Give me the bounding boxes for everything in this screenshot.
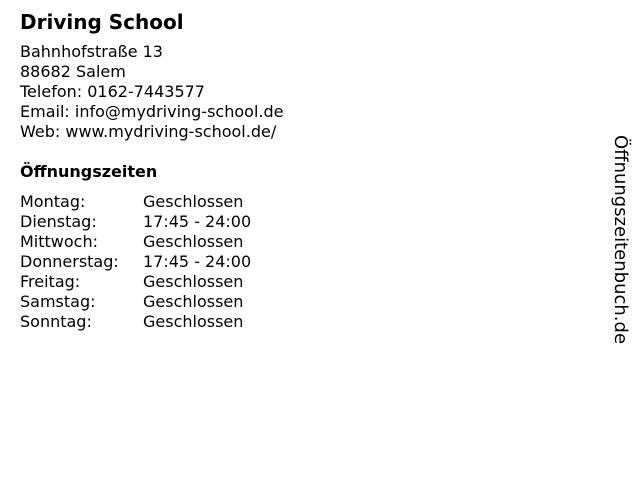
hours-row-friday	[20, 272, 251, 292]
street-address: Bahnhofstraße 13	[20, 42, 163, 61]
weekday-label: Freitag:	[20, 272, 81, 291]
weekday-label: Montag:	[20, 192, 86, 211]
hours-value: Geschlossen	[143, 312, 244, 331]
business-name: Driving School	[20, 10, 184, 34]
city-postal: 88682 Salem	[20, 62, 126, 81]
weekday-label: Dienstag:	[20, 212, 97, 231]
hours-row-saturday	[20, 292, 251, 312]
hours-value: Geschlossen	[143, 232, 244, 251]
weekday-label: Mittwoch:	[20, 232, 98, 251]
email-address: Email: info@mydriving-school.de	[20, 102, 284, 121]
hours-value: Geschlossen	[143, 272, 244, 291]
hours-row-tuesday	[20, 212, 251, 232]
weekday-label: Donnerstag:	[20, 252, 119, 271]
phone-number: Telefon: 0162-7443577	[20, 82, 205, 101]
opening-hours-table	[20, 192, 251, 332]
hours-row-thursday	[20, 252, 251, 272]
hours-value: Geschlossen	[143, 292, 244, 311]
hours-value: Geschlossen	[143, 192, 244, 211]
hours-row-monday	[20, 192, 251, 212]
opening-hours-heading: Öffnungszeiten	[20, 162, 158, 181]
website-address: Web: www.mydriving-school.de/	[20, 122, 277, 141]
hours-value: 17:45 - 24:00	[143, 212, 252, 231]
weekday-label: Samstag:	[20, 292, 96, 311]
hours-row-wednesday	[20, 232, 251, 252]
weekday-label: Sonntag:	[20, 312, 92, 331]
business-card	[20, 10, 600, 332]
hours-row-sunday	[20, 312, 251, 332]
hours-value: 17:45 - 24:00	[143, 252, 252, 271]
site-brand-label: Öffnungszeitenbuch.de	[610, 135, 631, 345]
contact-block	[20, 42, 600, 142]
